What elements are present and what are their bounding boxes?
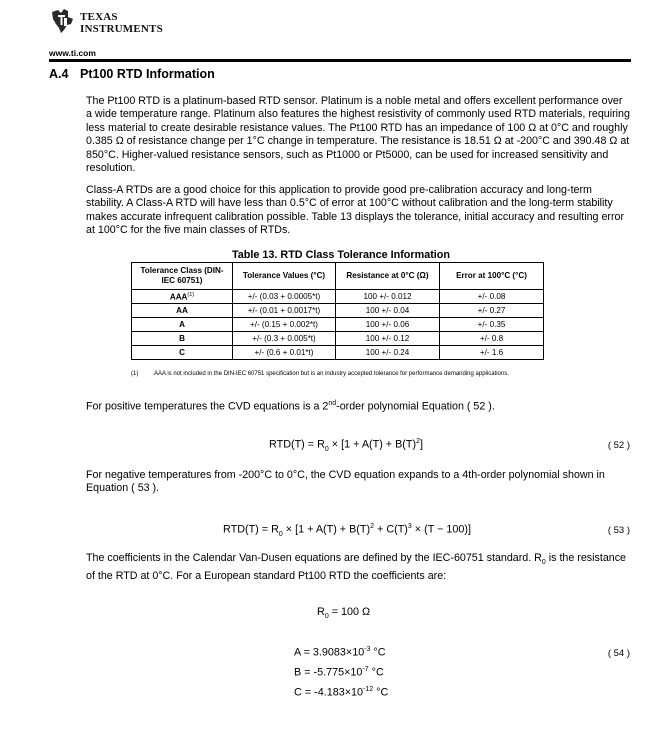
cell-error: +/- 0.35: [440, 318, 544, 332]
cell-resistance: 100 +/- 0.12: [336, 332, 440, 346]
table-header-row: [132, 263, 544, 290]
eq53-part-1: × [1 + A(T) + B(T): [282, 523, 371, 536]
table-row: [132, 304, 544, 318]
cell-resistance: 100 +/- 0.04: [336, 304, 440, 318]
section-number: A.4: [49, 67, 69, 81]
cell-resistance: 100 +/- 0.24: [336, 346, 440, 360]
p3-ordinal: nd: [328, 400, 337, 407]
cell-tolerance: +/- (0.6 + 0.01*t): [233, 346, 336, 360]
cell-class: B: [132, 332, 233, 346]
cell-tolerance: +/- (0.01 + 0.0017*t): [233, 304, 336, 318]
p5-text-2: is the resistance of the RTD at 0°C. For a European standard Pt100 RTD the coefficients are:: [86, 552, 626, 582]
col-header-error: Error at 100°C (°C): [440, 263, 544, 290]
paragraph-class-a: Class-A RTDs are a good choice for this application to provide good pre-calibration accuracy and long-term stability. A Class-A RTD will have less than 0.5°C of error at 100°C without calibration and the long-term stability makes accurate infrequent calibration possible. Table 13 displays the tolerance, initial accuracy and resulting error at 100°C for the five main classes of RTDs.: [86, 184, 625, 237]
cell-class: AA: [132, 304, 233, 318]
cell-error: +/- 1.6: [440, 346, 544, 360]
r0-sub: 0: [324, 613, 329, 621]
class-label: AAA: [169, 292, 188, 302]
eq53-lhs: RTD(T) = R: [223, 523, 279, 536]
header-rule: [49, 59, 631, 62]
c-exponent: -12: [363, 686, 374, 693]
col-header-resistance: Resistance at 0°C (Ω): [336, 263, 440, 290]
eq52-lhs: RTD(T) = R: [269, 438, 325, 451]
cell-error: +/- 0.08: [440, 290, 544, 304]
eq53-sup-1: 2: [370, 523, 375, 530]
equation-number-53: ( 53 ): [607, 525, 630, 536]
eq53-sub: 0: [278, 530, 283, 538]
b-exponent: -7: [362, 666, 369, 673]
col-header-class: Tolerance Class (DIN-IEC 60751): [132, 263, 233, 290]
a-exponent: -3: [364, 646, 371, 653]
footnote-text: AAA is not included in the DIN-IEC 60751 specification but is an industry accepted tolerance for performance demanding applications.: [154, 371, 509, 377]
section-title: Pt100 RTD Information: [80, 67, 215, 81]
paragraph-negative-temps: For negative temperatures from -200°C to 0°C, the CVD equation expands to a 4th-order polynomial shown in Equation ( 53 ).: [86, 469, 605, 495]
site-link[interactable]: www.ti.com: [49, 48, 96, 58]
b-unit: °C: [368, 666, 384, 679]
cell-tolerance: +/- (0.15 + 0.002*t): [233, 318, 336, 332]
eq52-end: ]: [420, 438, 424, 451]
table-row: [132, 346, 544, 360]
table-row: [132, 318, 544, 332]
p5-sub: 0: [541, 559, 546, 567]
a-base: A = 3.9083×10: [294, 646, 365, 659]
cell-error: +/- 0.8: [440, 332, 544, 346]
col-header-tolerance: Tolerance Values (°C): [233, 263, 336, 290]
cell-resistance: 100 +/- 0.06: [336, 318, 440, 332]
equation-53: [223, 523, 471, 538]
rtd-tolerance-table: [131, 262, 544, 360]
equation-number-52: ( 52 ): [607, 440, 630, 451]
p5-text-1: The coefficients in the Calendar Van-Dusen equations are defined by the IEC-60751 standard. R: [86, 552, 542, 564]
p3-text-2: -order polynomial Equation ( 52 ).: [336, 400, 495, 413]
eq52-mid: × [1 + A(T) + B(T): [328, 438, 417, 451]
r0-value: = 100 Ω: [328, 606, 371, 618]
equation-number-54: ( 54 ): [607, 648, 630, 659]
equation-52: [269, 438, 423, 453]
c-base: C = -4.183×10: [294, 686, 364, 699]
section-heading: [49, 67, 215, 81]
eq53-part-3: × (T − 100)]: [411, 523, 472, 536]
footnote-ref[interactable]: (1): [187, 291, 195, 298]
b-base: B = -5.775×10: [294, 666, 363, 679]
brand-line-1: TEXAS: [80, 11, 118, 23]
ti-logo: [49, 7, 169, 39]
a-unit: °C: [370, 646, 386, 659]
coefficient-a: [294, 646, 386, 659]
cell-error: +/- 0.27: [440, 304, 544, 318]
brand-line-2: INSTRUMENTS: [80, 23, 163, 35]
paragraph-coefficients: [86, 552, 631, 583]
footnote-marker: (1): [131, 371, 139, 377]
table-row: [132, 290, 544, 304]
cell-tolerance: +/- (0.3 + 0.005*t): [233, 332, 336, 346]
coefficient-c: [294, 686, 388, 699]
ti-logo-icon: [49, 7, 77, 35]
coefficient-b: [294, 666, 384, 679]
eq53-sup-2: 3: [407, 523, 412, 530]
cell-tolerance: +/- (0.03 + 0.0005*t): [233, 290, 336, 304]
table-footnote: [131, 371, 509, 377]
eq52-sub: 0: [324, 445, 329, 453]
cell-class: A: [132, 318, 233, 332]
r0-symbol: R: [317, 606, 325, 618]
equation-r0: [317, 606, 370, 620]
p3-text-1: For positive temperatures the CVD equations is a 2: [86, 400, 329, 413]
paragraph-positive-temps: [86, 397, 631, 414]
paragraph-intro: The Pt100 RTD is a platinum-based RTD sensor. Platinum is a noble metal and offers excellent performance over a wide temperature range. Platinum also features the highest resistivity of commonly used RTD materials, requiring less material to create desirable resistance values. The Pt100 RTD has an impedance of 100 Ω at 0°C and roughly 0.385 Ω of resistance change per 1°C change in temperature. The resistance is 18.51 Ω at -200°C and 390.48 Ω at 850°C. Higher-valued resistance sensors, such as Pt1000 or Pt5000, can be used for increased sensitivity and resolution.: [86, 95, 630, 175]
table-caption: Table 13. RTD Class Tolerance Information: [232, 249, 450, 261]
cell-class: C: [132, 346, 233, 360]
table-row: [132, 332, 544, 346]
eq53-part-2: + C(T): [374, 523, 408, 536]
cell-resistance: 100 +/- 0.012: [336, 290, 440, 304]
eq52-sup: 2: [416, 438, 421, 445]
c-unit: °C: [373, 686, 389, 699]
cell-class: [132, 290, 233, 304]
